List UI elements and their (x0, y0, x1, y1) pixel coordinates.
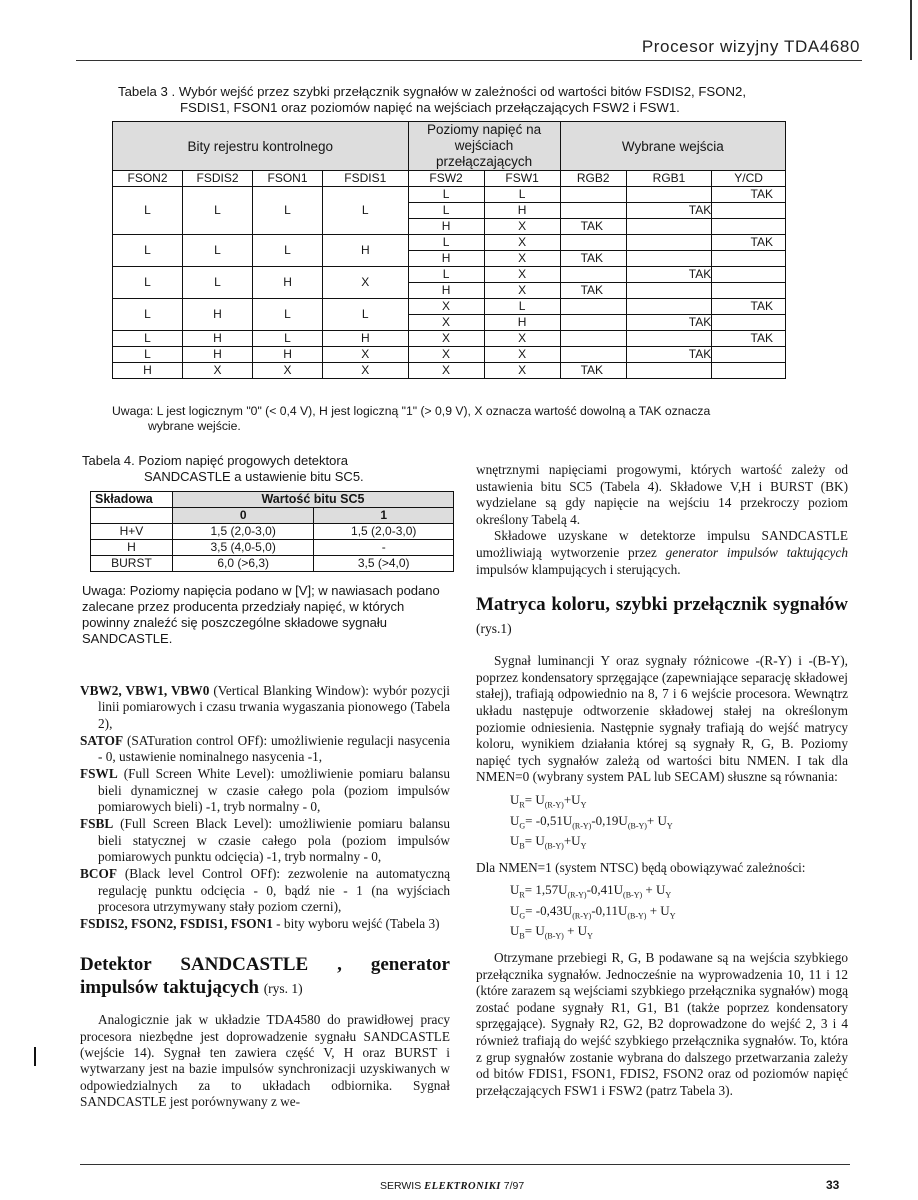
equations-pal (510, 792, 848, 854)
table3-level-cell: X (484, 283, 560, 299)
table3-bit-cell: L (182, 187, 252, 235)
equation-line (510, 792, 848, 813)
table-row (91, 540, 454, 556)
header-rule (76, 60, 862, 61)
table3-selected-cell (712, 315, 786, 331)
table3-selected-cell: TAK (560, 283, 626, 299)
table3-column-header: RGB1 (626, 171, 711, 187)
table3-bit-cell: H (182, 347, 252, 363)
equation-subscript: (R-Y) (572, 821, 592, 831)
footer-brand: ELEKTRONIKI (424, 1181, 501, 1192)
table3-bit-cell: L (113, 331, 183, 347)
table3-level-cell: X (408, 331, 484, 347)
table3-selected-cell: TAK (560, 219, 626, 235)
definition-item (80, 683, 450, 732)
section-title: Detektor SANDCASTLE , generator impulsów taktujących (80, 954, 450, 999)
table3-selected-cell (626, 363, 711, 379)
table4-cell-v1: 1,5 (2,0-3,0) (314, 524, 454, 540)
definition-term: SATOF (80, 732, 124, 748)
table3-level-cell: H (408, 251, 484, 267)
table3-bit-cell: H (323, 235, 409, 267)
equation-subscript: R (519, 800, 525, 810)
table3-selected-cell (626, 283, 711, 299)
table3-column-header: RGB2 (560, 171, 626, 187)
table-row (91, 556, 454, 572)
margin-change-bar (34, 1047, 36, 1066)
table3-selected-cell (712, 347, 786, 363)
table3-selected-cell (712, 283, 786, 299)
section-heading-matrix (476, 593, 848, 640)
table3-bit-cell: L (253, 299, 323, 331)
sandcastle-paragraph: Analogicznie jak w układzie TDA4580 do prawidłowej pracy procesora niezbędne jest doprowadzenie sygnału SANDCASTLE (wejście 14). Sygnał ten zawiera część V, H oraz BURST i wytwarzany jest na bazie impulsów synchronizacji uzyskiwanych w odpowiedzialnych za to układach odbiornika. Sygnał SANDCASTLE jest porównywany z we- (80, 1012, 450, 1109)
page-number: 33 (826, 1178, 840, 1192)
table3-selected-cell (626, 251, 711, 267)
table3-level-cell: H (484, 203, 560, 219)
equation-term: -0,19U (591, 812, 628, 828)
table3-level-cell: L (484, 187, 560, 203)
table4-cell-v1: 3,5 (>4,0) (314, 556, 454, 572)
table3-level-cell: L (484, 299, 560, 315)
table4-header-value: Wartość bitu SC5 (172, 492, 453, 508)
table3-selected-cell: TAK (560, 251, 626, 267)
table3-bit-cell: L (182, 267, 252, 299)
equation-term: + U (642, 882, 666, 898)
table4-cell-name: H (91, 540, 173, 556)
table3-note (112, 404, 812, 434)
table4-cell-v1: - (314, 540, 454, 556)
equation-term: = -0,51U (525, 812, 573, 828)
equations-ntsc (510, 882, 848, 944)
right-paragraph-2 (476, 528, 848, 578)
table4-cell-v0: 6,0 (>6,3) (172, 556, 314, 572)
table4-cell-name: H+V (91, 524, 173, 540)
table3 (112, 121, 786, 379)
table3-selected-cell: TAK (626, 203, 711, 219)
equation-symbol: U (510, 833, 520, 849)
definition-text: (Black level Control OFf): zezwolenie na automatyczną regulację punktu odcięcia - 0, bądź nie - 1 (na wyjściach procesora utrzymywany stały poziom czerni), (98, 866, 450, 914)
equation-term: + U (563, 923, 588, 939)
definition-text: (Full Screen Black Level): umożliwienie pomiaru balansu bieli statycznej w czasie całego pola (poziom impulsów pomiarowych punktu odcięcia) -1, tryb normalny - 0, (98, 816, 450, 864)
table4-sub-1: 1 (314, 508, 454, 524)
equation-subscript: B (519, 841, 525, 851)
table3-level-cell: X (408, 347, 484, 363)
equation-line (510, 923, 848, 944)
table3-note-line1: Uwaga: L jest logicznym "0" (< 0,4 V), H jest logiczną "1" (> 0,9 V), X oznacza wartość dowolną a TAK oznacza (112, 404, 711, 418)
table3-column-header: FSW1 (484, 171, 560, 187)
equation-symbol: U (510, 791, 520, 807)
table-row (113, 363, 786, 379)
table3-group-header: Poziomy napięć na wejściach przełączających (408, 122, 560, 171)
equation-term: + U (646, 902, 670, 918)
para2-emphasis: generator impulsów taktujących (665, 544, 849, 560)
table3-bit-cell: L (323, 299, 409, 331)
table3-level-cell: X (484, 347, 560, 363)
table3-level-cell: L (408, 187, 484, 203)
table3-selected-cell: TAK (626, 315, 711, 331)
left-column (80, 683, 450, 1110)
definition-term: VBW2, VBW1, VBW0 (80, 683, 210, 698)
equation-term: -0,11U (591, 902, 628, 918)
table3-bit-cell: X (323, 363, 409, 379)
table3-level-cell: X (484, 219, 560, 235)
table3-level-cell: X (408, 315, 484, 331)
table3-bit-cell: H (253, 347, 323, 363)
equation-subscript: (R-Y) (572, 911, 592, 921)
table3-level-cell: L (408, 267, 484, 283)
table3-selected-cell: TAK (560, 363, 626, 379)
equation-term: + U (646, 812, 667, 828)
definition-text: (Full Screen White Level): umożliwienie pomiaru balansu bieli dynamicznej w czasie całego pola (poziom impulsów pomiarowych bieli) -1, tryb normalny - 0, (98, 766, 450, 815)
equation-line (510, 813, 848, 834)
table3-selected-cell (560, 187, 626, 203)
definition-term: FSDIS2, FSON2, FSDIS1, FSON1 (80, 916, 273, 932)
table3-column-header: Y/CD (712, 171, 786, 187)
equation-subscript: Y (669, 911, 676, 921)
equation-term: +U (563, 833, 581, 849)
definition-text: (Vertical Blanking Window): wybór pozycji linii pomiarowych i czasu trwania wygaszania pionowego (Tabela 2), (98, 683, 450, 731)
table3-selected-cell (560, 347, 626, 363)
equation-subscript: (R-Y) (544, 800, 564, 810)
table3-selected-cell (560, 299, 626, 315)
table3-level-cell: X (484, 363, 560, 379)
table3-selected-cell: TAK (712, 235, 786, 251)
table3-selected-cell: TAK (712, 187, 786, 203)
table3-column-header-row (113, 171, 786, 187)
table-row (113, 347, 786, 363)
definition-item (80, 916, 450, 932)
table3-bit-cell: L (253, 235, 323, 267)
equation-subscript: (R-Y) (567, 890, 587, 900)
equation-term: = U (524, 833, 545, 849)
table3-bit-cell: H (113, 363, 183, 379)
table3-selected-cell (712, 267, 786, 283)
equation-term: -0,41U (586, 882, 624, 898)
table-row (113, 267, 786, 283)
table-row (113, 187, 786, 203)
table4-cell-v0: 3,5 (4,0-5,0) (172, 540, 314, 556)
table4-header-component: Składowa (91, 492, 173, 508)
equation-subscript: Y (580, 841, 587, 851)
footer-prefix: SERWIS (380, 1180, 425, 1192)
table3-selected-cell (560, 267, 626, 283)
table3-bit-cell: L (113, 235, 183, 267)
equation-subscript: G (519, 821, 526, 831)
table3-selected-cell (712, 219, 786, 235)
table3-bit-cell: L (182, 235, 252, 267)
equation-subscript: Y (665, 890, 672, 900)
table-row (113, 235, 786, 251)
equation-subscript: Y (580, 800, 587, 810)
table4-caption (82, 453, 422, 485)
table3-group-header: Bity rejestru kontrolnego (113, 122, 409, 171)
definition-item (80, 766, 450, 815)
table3-bit-cell: L (113, 267, 183, 299)
section-figure-ref: (rys. 1) (263, 981, 303, 997)
table3-column-header: FSW2 (408, 171, 484, 187)
table3-selected-cell (560, 203, 626, 219)
table3-bit-cell: H (182, 331, 252, 347)
running-title: Procesor wizyjny TDA4680 (641, 37, 860, 56)
table3-level-cell: X (408, 363, 484, 379)
equation-symbol: U (510, 902, 520, 918)
table3-level-cell: H (408, 219, 484, 235)
definition-item (80, 733, 450, 766)
table-row (113, 331, 786, 347)
section-title: Matryca koloru, szybki przełącznik sygnałów (476, 594, 848, 616)
equation-subscript: G (519, 911, 526, 921)
section-heading-sandcastle (80, 953, 450, 1000)
section-figure-ref: (rys.1) (476, 621, 512, 637)
table3-level-cell: X (484, 267, 560, 283)
table3-level-cell: X (484, 331, 560, 347)
equation-term: +U (563, 791, 581, 807)
equation-subscript: Y (587, 932, 593, 942)
footer-rule (80, 1164, 850, 1165)
para2-text: Składowe uzyskane w detektorze impulsu SANDCASTLE umożliwiają wytworzenie przez (476, 528, 848, 560)
table3-selected-cell: TAK (712, 331, 786, 347)
right-paragraph-3: Sygnał luminancji Y oraz sygnały różnicowe -(R-Y) i -(B-Y), poprzez kondensatory sprzęgające (zapewniające separację składowej stałej), trafiają odpowiednio na 8, 7 i 6 wejście procesora. Wewnątrz układu następuje odtworzenie składowej stałej na określonym poziomie odniesienia. Następnie sygnały trafiają do wejść matrycy koloru, wynikiem działania której są sygnały R, G, B. Poziomy napięć tych sygnałów zależą od wartości bitu NMEN. I tak dla NMEN=0 (wybrany system PAL lub SECAM) słuszne są równania: (476, 653, 848, 785)
equation-subscript: (B-Y) (627, 821, 647, 831)
equation-term: = U (524, 791, 545, 807)
table3-selected-cell (626, 235, 711, 251)
table4-body (91, 524, 454, 572)
right-paragraph-1: wnętrznymi napięciami progowymi, których wartość zależy od ustawienia bitu SC5 (Tabela 4). Składowe V,H i BURST (BK) wydzielane są gdy napięcie na wejściu 14 przekroczy poziom określony Tabelą 4. (476, 462, 848, 527)
definition-term: FSBL (80, 816, 114, 832)
equation-subscript: R (519, 890, 525, 900)
table3-level-cell: L (408, 235, 484, 251)
equation-subscript: (B-Y) (544, 841, 564, 851)
definition-text: (SATuration control OFf): umożliwienie regulacji nasycenia - 0, ustawienie nominalnego nasycenia -1, (98, 732, 450, 765)
table4-sub-0: 0 (172, 508, 314, 524)
table3-bit-cell: X (323, 267, 409, 299)
table3-column-header: FSDIS1 (323, 171, 409, 187)
definition-item (80, 816, 450, 865)
table3-group-header: Wybrane wejścia (560, 122, 785, 171)
table3-selected-cell: TAK (626, 267, 711, 283)
table-row (91, 524, 454, 540)
table3-selected-cell (560, 331, 626, 347)
table3-selected-cell (626, 331, 711, 347)
equation-term: = -0,43U (525, 902, 573, 918)
table3-bit-cell: L (113, 299, 183, 331)
table3-column-header: FSDIS2 (182, 171, 252, 187)
equation-term: = 1,57U (524, 882, 568, 898)
table-row (113, 299, 786, 315)
table4-caption-line1: Tabela 4. Poziom napięć progowych detektora (82, 453, 348, 468)
table3-level-cell: X (408, 299, 484, 315)
equation-subscript: (B-Y) (544, 932, 564, 942)
table3-caption-line2: FSDIS1, FSON1 oraz poziomów napięć na wejściach przełączających FSW2 i FSW1. (180, 100, 680, 115)
table3-selected-cell (626, 187, 711, 203)
table3-selected-cell (560, 235, 626, 251)
table4 (90, 491, 454, 572)
definition-text: - bity wyboru wejść (Tabela 3) (272, 916, 440, 932)
table3-bit-cell: L (323, 187, 409, 235)
table3-body (113, 187, 786, 379)
table4-note: Uwaga: Poziomy napięcia podano w [V]; w nawiasach podano zalecane przez producenta przedziały napięć, w których powinny znaleźć się poszczególne składowe sygnału SANDCASTLE. (82, 583, 440, 646)
table3-bit-cell: L (113, 187, 183, 235)
definition-term: FSWL (80, 766, 118, 782)
page-edge-mark (910, 0, 912, 60)
bit-definitions (80, 683, 450, 932)
table3-selected-cell (626, 299, 711, 315)
footer-publication (380, 1180, 524, 1192)
equation-subscript: Y (666, 821, 673, 831)
equation-subscript: (B-Y) (627, 911, 647, 921)
para2-text-end: impulsów klampujących i sterujących. (476, 561, 681, 577)
table3-caption-line1: Tabela 3 . Wybór wejść przez szybki przełącznik sygnałów w zależności od wartości bitów FSDIS2, FSON2, (118, 84, 746, 99)
right-column (476, 462, 848, 1099)
table3-level-cell: H (408, 283, 484, 299)
equation-symbol: U (510, 882, 520, 898)
table3-bit-cell: L (253, 187, 323, 235)
table3-bit-cell: X (323, 347, 409, 363)
equation-line (510, 882, 848, 903)
definition-item (80, 866, 450, 915)
table3-selected-cell (712, 251, 786, 267)
table3-selected-cell: TAK (712, 299, 786, 315)
table3-selected-cell (712, 363, 786, 379)
table4-caption-line2: SANDCASTLE a ustawienie bitu SC5. (144, 469, 364, 484)
table3-bit-cell: H (182, 299, 252, 331)
table3-selected-cell: TAK (626, 347, 711, 363)
equation-term: = U (524, 923, 545, 939)
equation-symbol: U (510, 923, 520, 939)
table3-selected-cell (626, 219, 711, 235)
table3-bit-cell: L (253, 331, 323, 347)
right-paragraph-4: Dla NMEN=1 (system NTSC) będą obowiązywać zależności: (476, 859, 806, 875)
table3-selected-cell (712, 203, 786, 219)
table3-level-cell: X (484, 251, 560, 267)
table3-selected-cell (560, 315, 626, 331)
table3-bit-cell: X (182, 363, 252, 379)
table3-level-cell: H (484, 315, 560, 331)
table4-cell-v0: 1,5 (2,0-3,0) (172, 524, 314, 540)
equation-line (510, 833, 848, 854)
equation-subscript: B (519, 932, 525, 942)
table3-bit-cell: H (253, 267, 323, 299)
equation-subscript: (B-Y) (623, 890, 643, 900)
equation-line (510, 903, 848, 924)
table4-cell-name: BURST (91, 556, 173, 572)
table3-bit-cell: X (253, 363, 323, 379)
table3-bit-cell: H (323, 331, 409, 347)
table3-column-header: FSON1 (253, 171, 323, 187)
table3-note-line2: wybrane wejście. (148, 419, 241, 433)
table3-column-header: FSON2 (113, 171, 183, 187)
table3-caption (118, 84, 848, 116)
footer-issue: 7/97 (500, 1180, 525, 1192)
right-paragraph-5: Otrzymane przebiegi R, G, B podawane są na wejścia szybkiego przełącznika sygnałów. Jednocześnie na wyprowadzenia 10, 11 i 12 (które zarazem są wejściami szybkiego przełącznika sygnałów) mogą zostać podane sygnały R1, G1, B1 (także poprzez kondensatory sprzęgające). Sygnały R2, G2, B2 doprowadzone do wejść 2, 3 i 4 również trafiają do wejść szybkiego przełącznika sygnałów. To, która z grup sygnałów zostanie wybrana do dalszego przetwarzania zależy od bitów FDIS1, FSON1, FDIS2, FSON2 oraz od poziomów napięć przełączających FSW1 i FSW2 (patrz Tabela 3). (476, 950, 848, 1098)
equation-symbol: U (510, 812, 520, 828)
table3-level-cell: L (408, 203, 484, 219)
table3-bit-cell: L (113, 347, 183, 363)
table3-level-cell: X (484, 235, 560, 251)
definition-term: BCOF (80, 866, 117, 882)
